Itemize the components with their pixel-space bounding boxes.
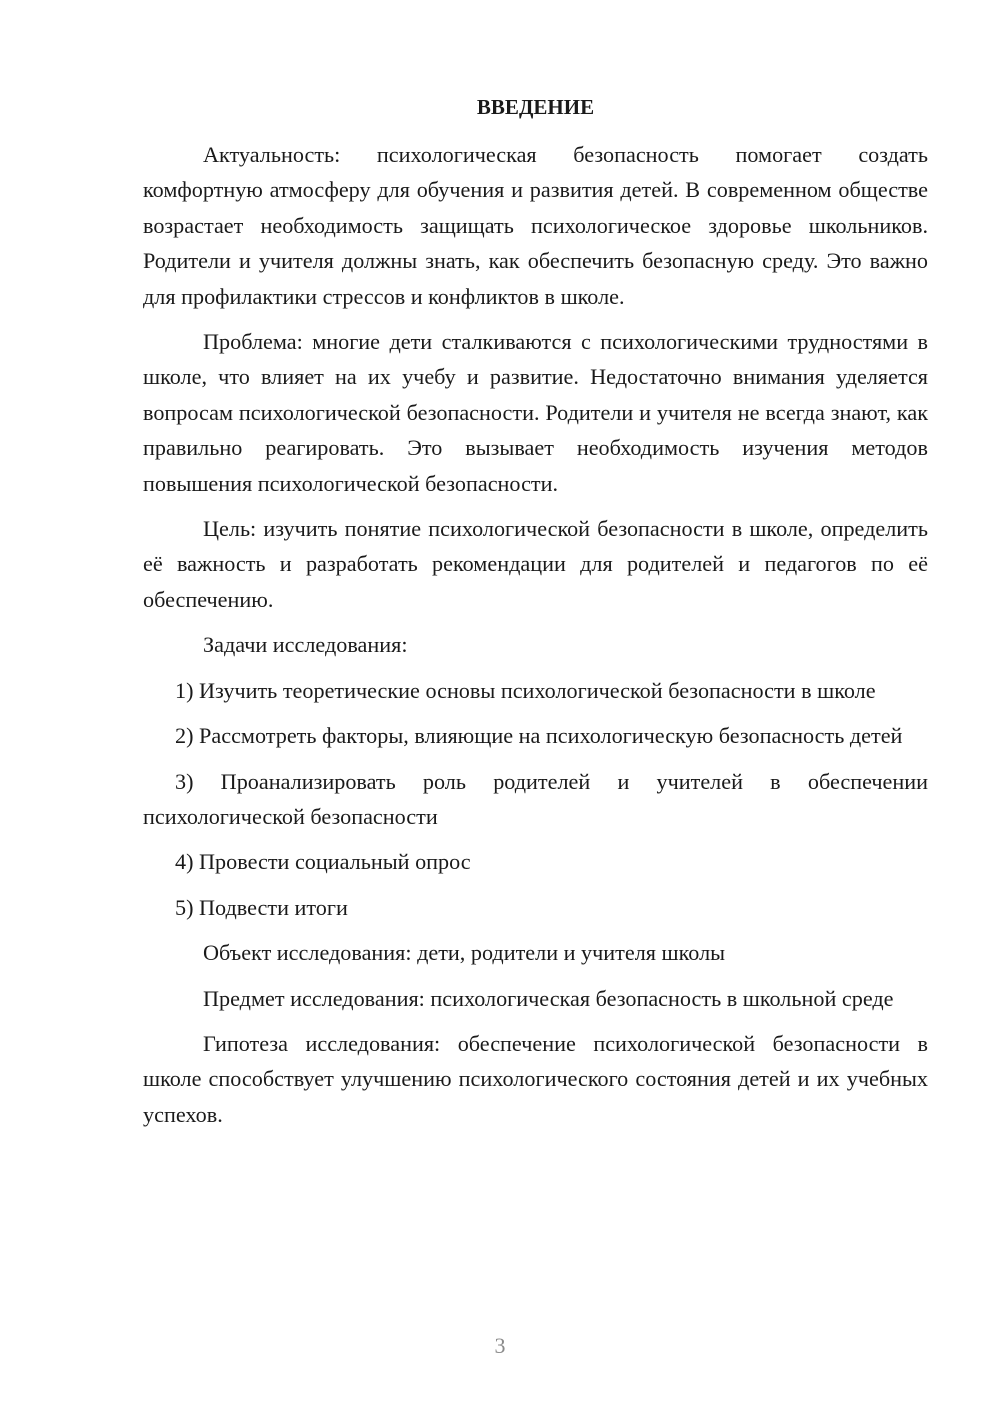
paragraph-problem: Проблема: многие дети сталкиваются с психологическими трудностями в школе, что влияет на их учебу и развитие. Недостаточно внимания уделяется вопросам психологической безопасности. Родители и учителя не всегда знают, как правильно реагировать. Это вызывает необходимость изучения методов повышения психологической безопасности. bbox=[143, 329, 928, 496]
research-object: Объект исследования: дети, родители и учителя школы bbox=[203, 940, 726, 966]
tasks-heading: Задачи исследования: bbox=[203, 632, 408, 658]
task-item-2: 2) Рассмотреть факторы, влияющие на психологическую безопасность детей bbox=[175, 723, 903, 749]
page-number: 3 bbox=[494, 1333, 506, 1358]
paragraph-goal: Цель: изучить понятие психологической безопасности в школе, определить её важность и разработать рекомендации для родителей и педагогов по её обеспечению. bbox=[143, 516, 928, 612]
task-item-4: 4) Провести социальный опрос bbox=[175, 849, 471, 875]
page-title: ВВЕДЕНИЕ bbox=[476, 95, 595, 119]
task-item-5: 5) Подвести итоги bbox=[175, 894, 348, 920]
research-subject: Предмет исследования: психологическая безопасность в школьной среде bbox=[203, 985, 894, 1011]
task-item-3: 3) Проанализировать роль родителей и учителей в обеспечении психологической безопасности bbox=[143, 768, 928, 829]
task-item-1: 1) Изучить теоретические основы психологической безопасности в школе bbox=[175, 677, 876, 703]
document-page bbox=[143, 90, 928, 1142]
paragraph-relevance: Актуальность: психологическая безопасность помогает создать комфортную атмосферу для обучения и развития детей. В современном обществе возрастает необходимость защищать психологическое здоровье школьников. Родители и учителя должны знать, как обеспечить безопасную среду. Это важно для профилактики стрессов и конфликтов в школе. bbox=[143, 142, 928, 309]
research-hypothesis: Гипотеза исследования: обеспечение психологической безопасности в школе способствует улучшению психологического состояния детей и их учебных успехов. bbox=[143, 1030, 928, 1127]
